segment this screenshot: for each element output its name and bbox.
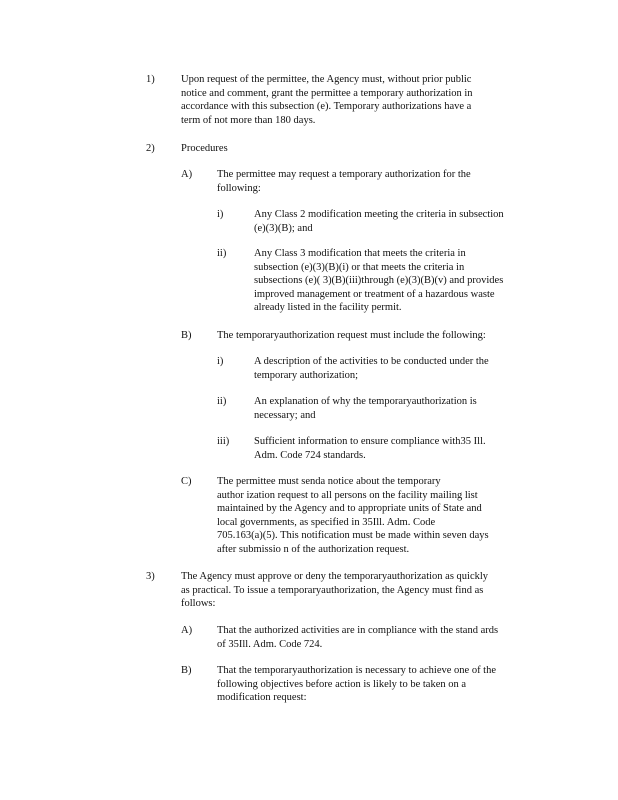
- item-3a-number: A): [181, 625, 193, 636]
- item-2b-ii-number: ii): [217, 396, 227, 407]
- text-line: That the temporaryauthorization is necessary to achieve one of the: [217, 665, 497, 676]
- item-2b-i-number: i): [217, 356, 224, 367]
- text-line: subsections (e)( 3)(B)(iii)through (e)(3)(B)(v) and provides: [254, 275, 504, 286]
- text-line: author ization request to all persons on the facility mailing list: [217, 489, 478, 501]
- text-line: necessary; and: [254, 409, 316, 421]
- item-2b-number: B): [181, 330, 192, 341]
- text-line: notice and comment, grant the permittee a temporary authorization in: [181, 87, 473, 99]
- item-2a-ii-number: ii): [217, 248, 227, 259]
- text-line: The permittee may request a temporary authorization for the: [217, 169, 471, 180]
- text-line: of 35Ill. Adm. Code 724.: [217, 638, 323, 650]
- item-2c-number: C): [181, 476, 192, 487]
- text-line: term of not more than 180 days.: [181, 114, 316, 126]
- text-line: accordance with this subsection (e). Temporary authorizations have a: [181, 101, 472, 112]
- text-line: improved management or treatment of a hazardous waste: [254, 288, 495, 300]
- text-line: Adm. Code 724 standards.: [254, 449, 366, 461]
- item-1-text: [181, 73, 517, 127]
- text-line: following objectives before action is likely to be taken on a: [217, 678, 467, 690]
- text-line: following:: [217, 182, 261, 194]
- item-2a-ii-text: [254, 247, 532, 315]
- item-2-heading: [181, 142, 517, 156]
- item-3a-text: [217, 624, 532, 651]
- item-2b-text: [217, 329, 522, 343]
- text-line: Upon request of the permittee, the Agency must, without prior public: [181, 74, 472, 85]
- text-line: as practical. To issue a temporaryauthorization, the Agency must find as: [181, 584, 484, 596]
- text-line: A description of the activities to be conducted under the: [254, 356, 489, 367]
- item-3-number: 3): [146, 571, 155, 582]
- item-2b-ii-text: [254, 395, 510, 422]
- item-3b-number: B): [181, 665, 192, 676]
- text-line: An explanation of why the temporaryauthorization is: [254, 396, 477, 407]
- text-line: subsection (e)(3)(B)(i) or that meets the criteria in: [254, 261, 465, 273]
- item-2c-text: [217, 475, 529, 556]
- text-line: modification request:: [217, 692, 307, 703]
- item-3b-text: [217, 664, 536, 705]
- item-2b-iii-text: [254, 435, 520, 462]
- item-2-number: 2): [146, 143, 155, 154]
- text-line: That the authorized activities are in compliance with the stand ards: [217, 625, 499, 636]
- text-line: Any Class 2 modification meeting the criteria in subsection: [254, 209, 504, 220]
- item-2a-text: [217, 168, 507, 195]
- item-3-text: [181, 570, 532, 611]
- text-line: Procedures: [181, 143, 228, 154]
- item-2b-iii-number: iii): [217, 436, 230, 447]
- item-2b-i-text: [254, 355, 520, 382]
- text-line: temporary authorization;: [254, 369, 359, 381]
- text-line: after submissio n of the authorization request.: [217, 543, 410, 555]
- text-line: The temporaryauthorization request must include the following:: [217, 330, 486, 341]
- item-1-number: 1): [146, 74, 155, 85]
- text-line: The Agency must approve or deny the temporaryauthorization as quickly: [181, 571, 489, 582]
- item-2a-i-text: [254, 208, 532, 235]
- item-2a-i-number: i): [217, 209, 224, 220]
- text-line: The permittee must senda notice about the temporary: [217, 476, 441, 487]
- text-line: Any Class 3 modification that meets the criteria in: [254, 248, 466, 259]
- text-line: local governments, as specified in 35Ill. Adm. Code: [217, 516, 436, 528]
- text-line: 705.163(a)(5). This notification must be made within seven days: [217, 530, 489, 541]
- text-line: maintained by the Agency and to appropriate units of State and: [217, 503, 482, 514]
- text-line: Sufficient information to ensure compliance with35 Ill.: [254, 436, 486, 447]
- text-line: follows:: [181, 598, 216, 609]
- text-line: (e)(3)(B); and: [254, 222, 313, 234]
- text-line: already listed in the facility permit.: [254, 302, 402, 313]
- item-2a-number: A): [181, 169, 193, 180]
